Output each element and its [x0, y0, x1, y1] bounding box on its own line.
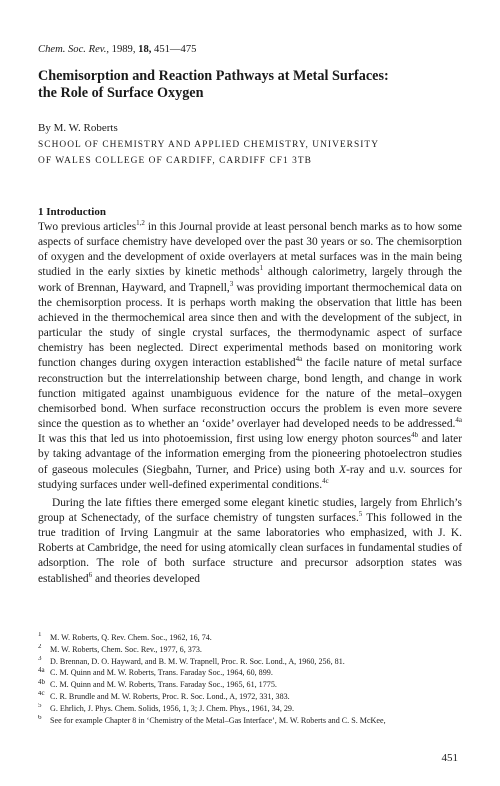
text-run: although calorimetry, largely through the work of Brennan, Hayward, and Trapnell,	[38, 266, 462, 294]
section-heading: 1 Introduction	[38, 206, 106, 218]
text-run: was providing important thermochemical data on the chemisorption process. It is perhaps worth making the observation that little has been achieved in the thermochemical area since then and with the development of the subject, in particular the study of single crystal surfaces, the thermodynamic aspect of surface chemistry has been neglected. Direct experimental methods based on monitoring work function changes during oxygen interaction established	[38, 281, 463, 370]
text-run-italic: X	[339, 463, 347, 476]
text-run: and theories developed	[92, 572, 200, 585]
footnote-text: See for example Chapter 8 in ‘Chemistry of the Metal–Gas Interface’, M. W. Roberts and C. S. McKee,	[50, 715, 386, 725]
journal-citation	[38, 44, 196, 55]
footnote-text: C. M. Quinn and M. W. Roberts, Trans. Faraday Soc., 1964, 60, 899.	[50, 668, 273, 678]
footnote: $^6$ See for example Chapter 8 in ‘Chemistry of the Metal–Gas Interface’, M. W. Roberts and C. S. McKee,	[38, 714, 386, 725]
affiliation	[38, 138, 379, 169]
footnote: $^{4a}$ C. M. Quinn and M. W. Roberts, Trans. Faraday Soc., 1964, 60, 899.	[38, 667, 273, 678]
text-run: and later by taking advantage of the information emerging from the pioneering photoelectron studies of gaseous molecules (Siegbahn, Turner, and Price) using both	[38, 433, 462, 476]
affiliation-line-2: OF WALES COLLEGE OF CARDIFF, CARDIFF CF1 3TB	[38, 155, 312, 166]
author-line: By M. W. Roberts	[38, 122, 118, 134]
citation-ref: 3	[229, 279, 234, 288]
affiliation-line-1: SCHOOL OF CHEMISTRY AND APPLIED CHEMISTRY, UNIVERSITY	[38, 140, 380, 150]
journal-volume: 18,	[138, 44, 152, 55]
footnote: $^3$ D. Brennan, D. O. Hayward, and B. M. W. Trapnell, Proc. R. Soc. Lond., A, 1960, 256, 81.	[38, 655, 345, 666]
journal-pages: 451—475	[151, 44, 197, 55]
footnote-text: M. W. Roberts, Q. Rev. Chem. Soc., 1962, 16, 74.	[50, 633, 212, 642]
article-title	[38, 68, 478, 102]
journal-name: Chem. Soc. Rev.,	[38, 44, 109, 55]
footnote: $^{4b}$ C. M. Quinn and M. W. Roberts, Trans. Faraday Soc., 1965, 61, 1775.	[38, 679, 277, 690]
page-number: 451	[441, 752, 458, 764]
article-title-line-2: the Role of Surface Oxygen	[38, 85, 204, 101]
text-run: During the late fifties there emerged some elegant kinetic studies, largely from Ehrlich’s group at Schenectady, of the surface chemistry of tungsten surfaces.	[38, 496, 462, 524]
paragraph-1	[38, 220, 462, 493]
paragraph-2	[38, 496, 462, 587]
text-run: -ray and u.v. sources for studying surfaces under well-defined experimental conditions.	[38, 463, 462, 491]
footnote-text: G. Ehrlich, J. Phys. Chem. Solids, 1956, 1, 3; J. Chem. Phys., 1961, 34, 29.	[50, 703, 294, 713]
footnote-text: D. Brennan, D. O. Hayward, and B. M. W. Trapnell, Proc. R. Soc. Lond., A, 1960, 256, 81.	[50, 656, 345, 666]
citation-ref: 4a	[295, 355, 303, 364]
citation-ref: 1,2	[136, 219, 145, 228]
citation-ref: 4c	[322, 476, 329, 485]
footnote-text: M. W. Roberts, Chem. Soc. Rev., 1977, 6, 373.	[50, 644, 202, 654]
text-run: Two previous articles	[38, 221, 137, 233]
citation-ref: 1	[259, 264, 264, 273]
citation-ref: 4a	[455, 416, 462, 425]
footnote-text: C. R. Brundle and M. W. Roberts, Proc. R. Soc. Lond., A, 1972, 331, 383.	[50, 691, 290, 701]
footnote: $^2$ M. W. Roberts, Chem. Soc. Rev., 1977, 6, 373.	[38, 643, 202, 654]
article-body	[38, 220, 462, 587]
text-run: the facile nature of metal surface reconstruction but the interrelationship between charge, bond length, and change in work function mitigated against unambiguous evidence for the nature of the metal–oxygen chemisorbed bond. When surface reconstruction occurs the problem is even more severe since the question as to whether an ‘oxide’ overlayer had developed needs to be addressed.	[38, 357, 462, 431]
footnote-text: C. M. Quinn and M. W. Roberts, Trans. Faraday Soc., 1965, 61, 1775.	[50, 680, 277, 690]
text-run: in this Journal provide at least personal bench marks as to how some aspects of surface chemistry have developed over the past 30 years or so. The chemisorption of oxygen and the development of oxide overlayers at metal surfaces was in the main being studied in the early sixties by kinetic methods	[38, 221, 462, 279]
journal-year: 1989,	[109, 44, 139, 55]
citation-ref: 4b	[411, 431, 419, 440]
citation-ref: 5	[358, 510, 363, 519]
text-run: This followed in the true tradition of Irving Langmuir at the same laboratories who emphasized, with J. K. Roberts at Cambridge, the need for using atomically clean surfaces in fundamental studies of adsorption. The role of both surface structure and precursor adsorption states was established	[38, 511, 462, 585]
footnote: $^{4c}$ C. R. Brundle and M. W. Roberts, Proc. R. Soc. Lond., A, 1972, 331, 383.	[38, 690, 290, 701]
footnote: $^1$ M. W. Roberts, Q. Rev. Chem. Soc., 1962, 16, 74.	[38, 632, 212, 642]
footnote: $^5$ G. Ehrlich, J. Phys. Chem. Solids, 1956, 1, 3; J. Chem. Phys., 1961, 34, 29.	[38, 702, 294, 713]
article-title-line-1: Chemisorption and Reaction Pathways at Metal Surfaces:	[38, 68, 389, 84]
citation-ref: 6	[88, 570, 93, 579]
footnotes	[38, 632, 462, 726]
text-run: It was this that led us into photoemission, first using low energy photon sources	[38, 433, 412, 446]
